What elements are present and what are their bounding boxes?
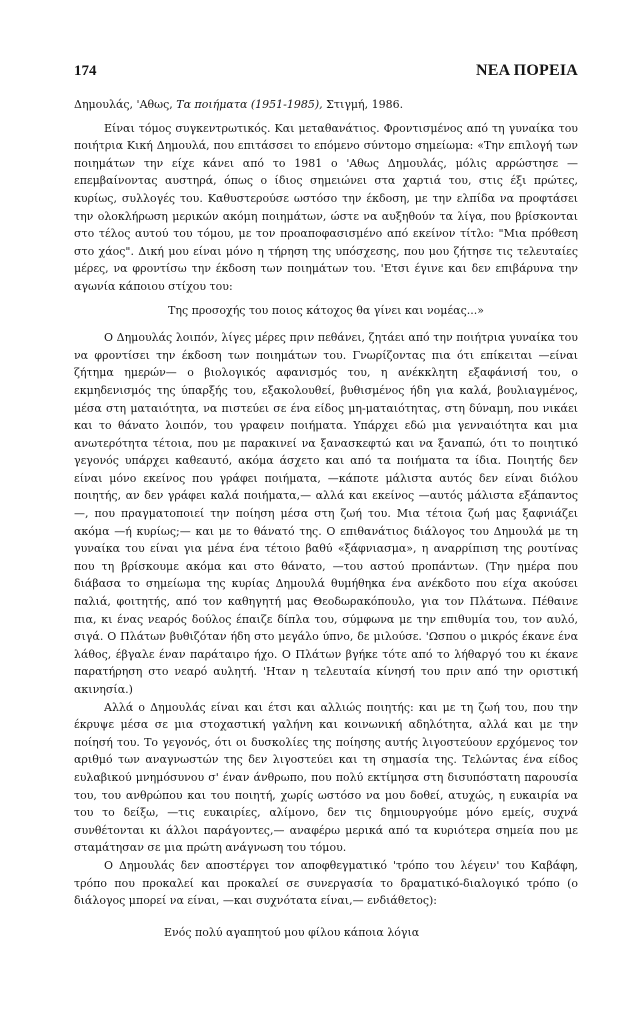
verse-quote-1: Της προσοχής του ποιος κάτοχος θα γίνει και νομέας...» — [168, 303, 484, 317]
citation-publisher: Στιγμή, 1986. — [326, 98, 404, 111]
paragraph-3: Αλλά ο Δημουλάς είναι και έτσι και αλλιώς ποιητής: και με τη ζωή του, που την έκρυψε μέσα σε μια στοχαστική γαλήνη και κοινωνική αδηλότητα, αλλά και με την ποίησή του. Το γεγονός, ότι οι δυσκολίες της ποίησης αυτής λιγοστεύουν ερχόμενος τον αριθμό των αναγνωστών της δεν λιγοστεύει και τη σημασία της. Τελώντας ένα είδος ευλαβικού μνημόσυνου σ' έναν άνθρωπο, που πολύ εκτίμησα στη δισυπόστατη παρουσία του, του ανθρώπου και του ποιητή, χωρίς ωστόσο να μου δοθεί, ατυχώς, η ευκαιρία να του το δείξω, —τις ευκαιρίες, αλίμονο, δεν τις δημιουργούμε μόνο εμείς, συχνά συνθέτονται κι άλλοι παράγοντες,— αναφέρω μερικά από τα κυριότερα σημεία που με σταμάτησαν σε μια πρώτη ανάγνωση του τόμου. — [74, 700, 578, 855]
citation-author: Δημουλάς, 'Αθως, — [74, 98, 173, 111]
book-citation — [74, 96, 578, 114]
article-body — [74, 96, 578, 951]
citation-title: Τα ποιήματα (1951-1985), — [176, 98, 323, 111]
paragraph-4: Ο Δημουλάς δεν αποστέργει τον αποφθεγματικό 'τρόπο του λέγειν' του Καβάφη, τρόπο που προκαλεί και προκαλεί σε συνεργασία το δραματικό-διαλογικό τρόπο (ο διάλογος μπορεί να είναι, —και συχνότατα είναι,— ενδιάθετος): — [74, 858, 578, 908]
journal-title: ΝΕΑ ΠΟΡΕΙΑ — [475, 62, 578, 79]
page-number: 174 — [74, 63, 97, 79]
paragraph-1: Είναι τόμος συγκεντρωτικός. Και μεταθανάτιος. Φροντισμένος από τη γυναίκα του ποιήτρια Κική Δημουλά, που επιτάσσει το επόμενο σύντομο σημείωμα: «Την επιλογή των ποιημάτων την είχε κάνει από το 1981 ο 'Αθως Δημουλάς, μόλις αρρώστησε —επεμβαίνοντας αυστηρά, όπως ο ίδιος σημειώνει στα χαρτιά του, στις έξι πρώτες, κυρίως, συλλογές του. Καθυστερούσε ωστόσο την έκδοση, με την ελπίδα να προφτάσει την ολοκλήρωση μερικών ακόμη ποιημάτων, ώστε να αυξηθούν τα λίγα, που βρίσκονται στο τέλος αυτού του τόμου, με τον προαποφασισμένο από εκείνον τίτλο: "Μια πρόθεση στο χάος". Δική μου είναι μόνο η τήρηση της υπόσχεσης, που μου ζήτησε τις τελευταίες μέρες, να φροντίσω την έκδοση των ποιημάτων του. 'Ετσι έγινε και δεν επιβάρυνα την αγωνία κάποιου στίχου του: — [74, 121, 578, 293]
paragraph-2: Ο Δημουλάς λοιπόν, λίγες μέρες πριν πεθάνει, ζητάει από την ποιήτρια γυναίκα του να φροντίσει την έκδοση των ποιημάτων του. Γνωρίζοντας πια ότι επίκειται —είναι ζήτημα ημερών— ο βιολογικός αφανισμός του, η ανέκκλητη εξαφάνισή του, ο εκμηδενισμός της ύπαρξής του, εξακολουθεί, βυθισμένος ήδη για καλά, βουλιαγμένος, μέσα στη ματαιότητα, να πιστεύει σε ένα είδος μη-ματαιότητας, στη δύναμη, που νικάει και το θάνατο λοιπόν, του γραφειν ποιήματα. Υπάρχει εδώ μια γενναιότητα και μια ανωτερότητα τέτοια, που με παρακινεί να ξανασκεφτώ και να ξαναπώ, ότι το ποιητικό γεγονός υπάρχει καθεαυτό, ακόμα άσχετο και από τα ποιήματα τα ίδια. Ποιητής δεν είναι μόνο εκείνος που γράφει ποιήματα, —κάποτε μάλιστα αυτός δεν είναι διόλου ποιητής, αν δεν γράφει καλά ποιήματα,— αλλά και εκείνος —αυτός μάλιστα εξάπαντος—, που πραγματοποιεί την ποίηση μέσα στη ζωή του. Μια τέτοια ζωή μας ξαφνιάζει ακόμα —ή κυρίως;— και με το θάνατό της. Ο επιθανάτιος διάλογος του Δημουλά με τη γυναίκα του είναι για μένα ένα τέτοιο βαθύ «ξάφνιασμα», η αναρρίπιση της ρουτίνας που τη βρίσκουμε ακόμα και στο θάνατο, —του αστού προπάντων. (Την ημέρα που διάβασα το σημείωμα της κυρίας Δημουλά θυμήθηκα ένα ανέκδοτο που είχα ακούσει παλιά, φοιτητής, από τον καθηγητή μας Θεοδωρακόπουλο, για τον Πλάτωνα. Πέθαινε πια, κι ένας νεαρός δούλος έπαιζε δίπλα του, σύμφωνα με την επιθυμία του, τον αυλό, σιγά. Ο Πλάτων βυθιζόταν ήδη στο μεγάλο ύπνο, δε μιλούσε. 'Ωσπου ο μικρός έκανε ένα λάθος, έβγαλε έναν παράταιρο ήχο. Ο Πλάτων βγήκε τότε από το λήθαργό του κι έκανε παρατήρηση στο νεαρό αυλητή. 'Ηταν η τελευταία κίνησή του πριν από την οριστική ακινησία.) — [74, 331, 578, 696]
page-header — [74, 62, 578, 80]
verse-quote-2: Ενός πολύ αγαπητού μου φίλου κάποια λόγια — [164, 925, 420, 939]
